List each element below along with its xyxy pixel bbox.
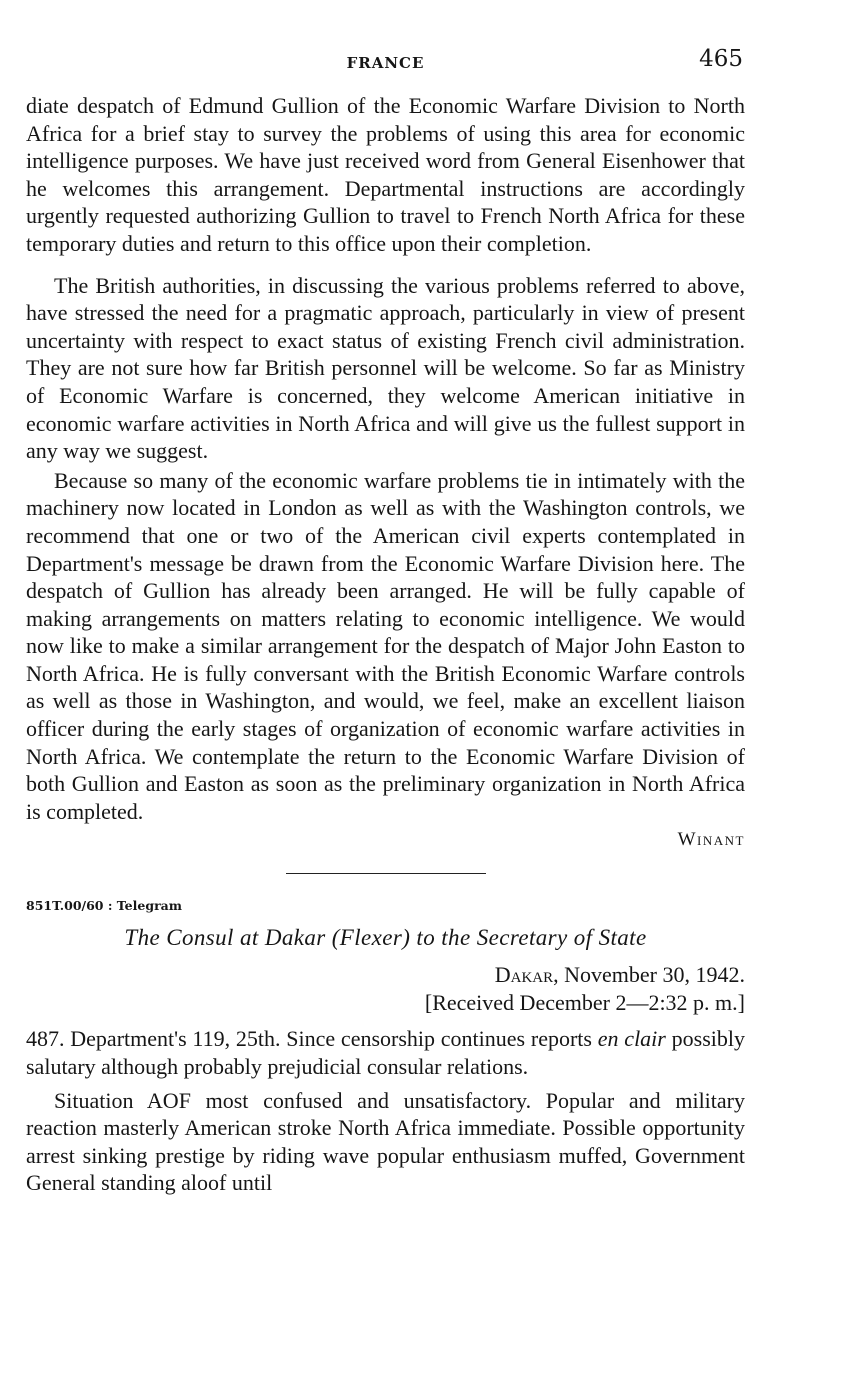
scan-artifact [600,1328,720,1336]
file-reference: 851T.00/60 : Telegram [26,898,182,914]
telegram-number: 487. [26,1026,65,1052]
telegram-text-a: Department's 119, 25th. Since censorship continues reports [70,1026,592,1052]
paragraph-british-authorities: The British authorities, in discussing the various problems referred to above, have stressed the need for a pragmatic approach, particularly in view of present uncertainty with respect to exact status of existing French civil administration. They are not sure how far British personnel will be welcome. So far as Ministry of Economic Warfare is concerned, they welcome American initiative in economic warfare activities in North Africa and will give us the fullest support in any way we suggest. [26,272,745,464]
telegram-paragraph-situation: Situation AOF most confused and unsatisfactory. Popular and military reaction masterly American stroke North Africa immediate. Possible opportunity arrest sinking prestige by riding wave popular enthusiasm muffed, Government General standing aloof until [26,1087,745,1196]
dateline [26,961,745,1017]
running-header [26,44,745,78]
section-divider [286,873,486,874]
dateline-place: Dakar, [494,962,559,988]
paragraph-continuation: diate despatch of Edmund Gullion of the Economic Warfare Division to North Africa for a brief stay to survey the problems of using this area for economic intelligence purposes. We have just received word from General Eisenhower that he welcomes this arrangement. Departmental instructions are accordingly urgently requested authorizing Gullion to travel to French North Africa for these temporary duties and return to this office upon their completion. [26,93,745,256]
dateline-line [26,961,745,989]
received-line: [Received December 2—2:32 p. m.] [424,990,745,1016]
dateline-date: November 30, 1942. [564,962,745,988]
telegram-text-b: possibly salutary although probably prejudicial consular relations. [26,1026,745,1080]
running-title: FRANCE [346,54,425,72]
telegram-heading: The Consul at Dakar (Flexer) to the Secretary of State [124,925,647,951]
paragraph-economic-warfare: Because so many of the economic warfare problems tie in intimately with the machinery now located in London as well as with the Washington controls, we recommend that one or two of the American civil experts contemplated in Department's message be drawn from the Economic Warfare Division here. The despatch of Gullion has already been arranged. He will be fully capable of making arrangements on matters relating to economic intelligence. We would now like to make a similar arrangement for the despatch of Major John Easton to North Africa. He is fully conversant with the British Economic Warfare controls as well as those in Washington, and would, we feel, make an excellent liaison officer during the early stages of organization of economic warfare activities in North Africa. We contemplate the return to the Economic Warfare Division of both Gullion and Easton as soon as the preliminary organization in North Africa is completed. [26,467,745,824]
telegram-italic-phrase: en clair [597,1026,666,1052]
telegram-paragraph-487 [26,1025,745,1080]
signature: Winant [677,829,745,851]
page-number: 465 [699,46,743,72]
document-page [26,44,745,1197]
